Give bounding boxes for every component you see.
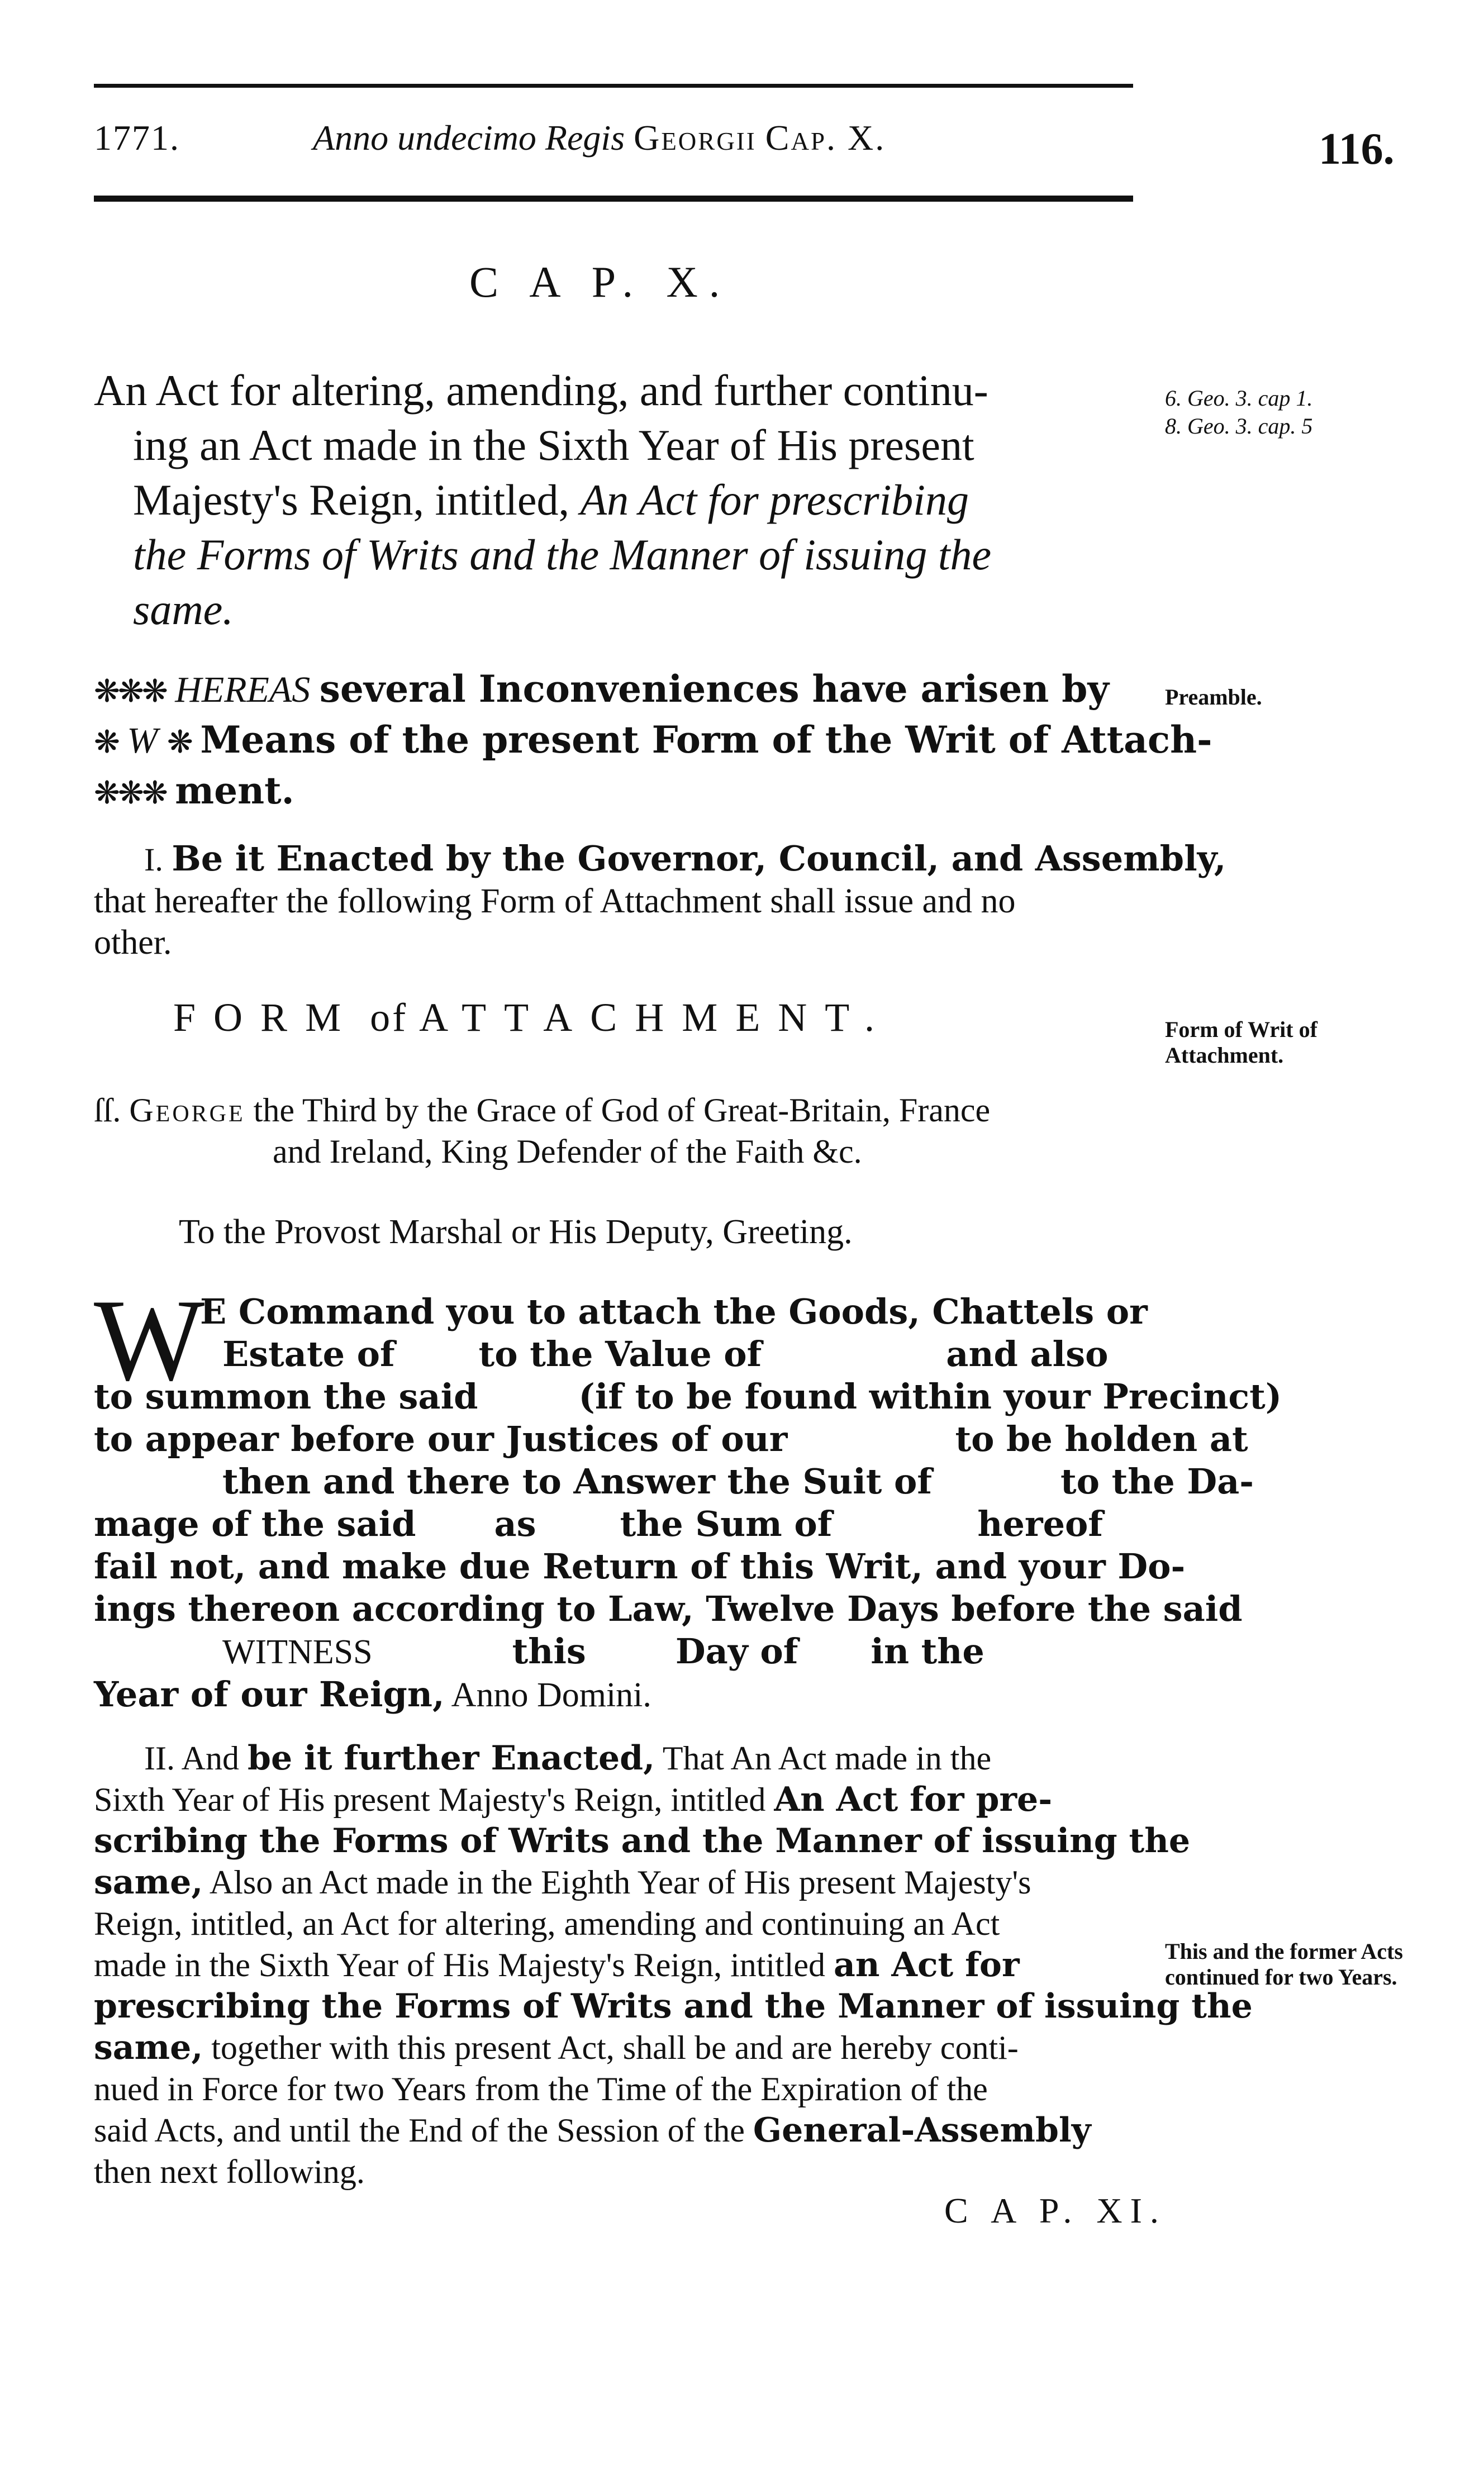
chapter-title: C A P. X. <box>469 258 731 306</box>
writ-fragment: as <box>494 1503 536 1544</box>
act-title-line: An Act for altering, amending, and further continu- <box>94 366 988 415</box>
act-title-line: the Forms of Writs and the Manner of issuing the <box>133 530 992 579</box>
writ-fragment: this <box>512 1631 586 1672</box>
writ-fragment: to the Value of <box>478 1334 762 1374</box>
act-title-line: ing an Act made in the Sixth Year of His present <box>133 421 974 469</box>
writ-line <box>94 1630 1144 1673</box>
header-bottom-rule <box>94 196 1133 202</box>
act-title-line: same. <box>133 585 234 634</box>
page-number: 116. <box>1319 125 1395 174</box>
section-2-line <box>94 1738 1144 1779</box>
section-2-line: prescribing the Forms of Writs and the Manner of issuing the <box>94 1987 1253 2026</box>
section-2-fragment: an Act for <box>834 1945 1020 1985</box>
writ-fragment: (if to be found within your Precinct) <box>578 1376 1282 1417</box>
margin-preamble: Preamble. <box>1165 684 1262 710</box>
act-title <box>94 363 1133 637</box>
margin-form-note: Form of Writ of Attachment. <box>1165 1017 1317 1068</box>
writ-fragment: the Sum of <box>620 1503 833 1544</box>
preamble-italic: HEREAS <box>175 669 311 710</box>
section-2-line <box>94 1779 1144 1820</box>
form-heading-right: ATTACHMENT. <box>419 995 892 1040</box>
header-year: 1771. <box>94 118 180 158</box>
preamble-line <box>94 767 1133 817</box>
section-1 <box>94 838 1226 963</box>
ornament-icon: ❋❋❋ <box>94 775 166 811</box>
writ-line <box>94 1503 1144 1545</box>
section-2-line <box>94 1862 1144 1903</box>
writ-heading <box>94 1089 1144 1172</box>
running-title-king: Georgii <box>634 118 757 158</box>
ornament-icon: ❋❋❋ <box>94 673 166 710</box>
preamble-initial: W <box>127 720 158 761</box>
writ-witness: WITNESS <box>222 1633 373 1671</box>
writ-dropcap: W <box>94 1276 205 1405</box>
section-2-line: nued in Force for two Years from the Time of the Expiration of the <box>94 2071 988 2107</box>
writ-line <box>94 1673 1144 1716</box>
writ-line <box>94 1333 1144 1376</box>
preamble-line <box>94 716 1212 767</box>
writ-fragment: mage of the said <box>94 1503 416 1544</box>
section-2-line <box>94 2027 1144 2068</box>
writ-body <box>94 1276 1282 1716</box>
section-2-fragment: Also an Act made in the Eighth Year of His present Majesty's <box>209 1864 1031 1901</box>
writ-fragment: to summon the said <box>94 1376 478 1417</box>
running-title <box>313 117 886 159</box>
writ-fragment: then and there to Answer the Suit of <box>222 1461 933 1502</box>
running-title-italic: Anno undecimo Regis <box>313 118 625 158</box>
writ-heading-line <box>94 1089 1144 1131</box>
writ-line: ings thereon according to Law, Twelve Days before the said <box>94 1588 1243 1629</box>
section-2-fragment: An Act for pre- <box>774 1780 1053 1819</box>
preamble-text: Means of the present Form of the Writ of Attach- <box>200 718 1212 762</box>
writ-fragment: hereof <box>977 1503 1104 1544</box>
margin-ref-1: 6. Geo. 3. cap 1. <box>1165 386 1313 411</box>
section-2-fragment: be it further Enacted, <box>248 1739 655 1778</box>
form-heading-left: FORM <box>173 995 359 1040</box>
section-2-fragment: Sixth Year of His present Majesty's Reign, intitled <box>94 1781 766 1818</box>
section-1-numeral: I. <box>144 841 163 878</box>
section-2-line: scribing the Forms of Writs and the Manner of issuing the <box>94 1821 1191 1861</box>
section-2-fragment: together with this present Act, shall be and are hereby conti- <box>211 2029 1019 2066</box>
writ-fragment: Estate of <box>222 1334 395 1374</box>
preamble-text: ment. <box>175 769 294 812</box>
section-2-line <box>94 1944 1144 1986</box>
preamble-text: several Inconveniences have arisen by <box>319 667 1109 711</box>
writ-line <box>94 1418 1248 1460</box>
preamble-line <box>94 665 1133 716</box>
section-2-fragment: said Acts, and until the End of the Session of the <box>94 2112 745 2149</box>
writ-fragment: and also <box>946 1334 1109 1374</box>
form-heading-of: of <box>370 995 408 1040</box>
section-1-enacting: Be it Enacted by the Governor, Council, and Assembly, <box>172 838 1226 879</box>
act-title-italic: An Act for prescribing <box>580 475 969 524</box>
margin-continued-note: This and the former Acts continued for two Years. <box>1165 1939 1403 1990</box>
ornament-icon: ❋ <box>167 724 191 760</box>
section-1-line: that hereafter the following Form of Attachment shall issue and no <box>94 882 1016 920</box>
section-2-line: then next following. <box>94 2153 365 2190</box>
margin-ref-2: 8. Geo. 3. cap. 5 <box>1165 413 1313 439</box>
act-title-line <box>94 473 1133 527</box>
section-2-fragment: And <box>181 1740 240 1777</box>
writ-fragment: to appear before our Justices of our <box>94 1419 788 1459</box>
running-title-cap: Cap. X. <box>765 118 886 158</box>
writ-fragment: Year of our Reign, <box>94 1674 445 1715</box>
writ-heading-text: the Third by the Grace of God of Great-Britain, France <box>253 1092 991 1129</box>
section-2-fragment: made in the Sixth Year of His Majesty's Reign, intitled <box>94 1947 826 1983</box>
writ-anno: Anno Domini. <box>451 1676 651 1714</box>
section-1-line: other. <box>94 924 172 962</box>
writ-king: George <box>129 1092 245 1129</box>
section-2-line: Reign, intitled, an Act for altering, amending and continuing an Act <box>94 1905 1000 1942</box>
writ-heading-line: and Ireland, King Defender of the Faith &c. <box>273 1133 862 1170</box>
next-chapter: C A P. XI. <box>944 2191 1167 2230</box>
act-title-roman: Majesty's Reign, intitled, <box>133 475 569 524</box>
writ-line: fail not, and make due Return of this Writ, and your Do- <box>94 1546 1186 1587</box>
writ-line <box>94 1376 1282 1418</box>
ornament-icon: ❋ <box>94 724 118 760</box>
writ-fragment: to the Da- <box>1060 1461 1254 1502</box>
section-1-line <box>94 838 1226 881</box>
preamble <box>94 665 1212 817</box>
writ-fragment: Day of <box>675 1631 798 1672</box>
writ-fragment: to be holden at <box>955 1419 1248 1459</box>
form-heading <box>173 995 892 1041</box>
section-2-line <box>94 2110 1144 2151</box>
writ-line: E Command you to attach the Goods, Chattels or <box>200 1291 1148 1332</box>
section-2-fragment: same, <box>94 2028 203 2067</box>
provost-greeting: To the Provost Marshal or His Deputy, Greeting. <box>179 1213 853 1251</box>
writ-fragment: in the <box>871 1631 984 1672</box>
section-2-fragment: That An Act made in the <box>662 1740 992 1777</box>
section-2 <box>94 1738 1253 2192</box>
writ-line <box>94 1460 1254 1503</box>
section-2-numeral: II. <box>144 1740 175 1777</box>
section-2-fragment: General-Assembly <box>753 2111 1091 2150</box>
section-2-fragment: same, <box>94 1863 203 1902</box>
writ-seal: ſſ. <box>94 1092 121 1129</box>
header-top-rule <box>94 84 1133 88</box>
